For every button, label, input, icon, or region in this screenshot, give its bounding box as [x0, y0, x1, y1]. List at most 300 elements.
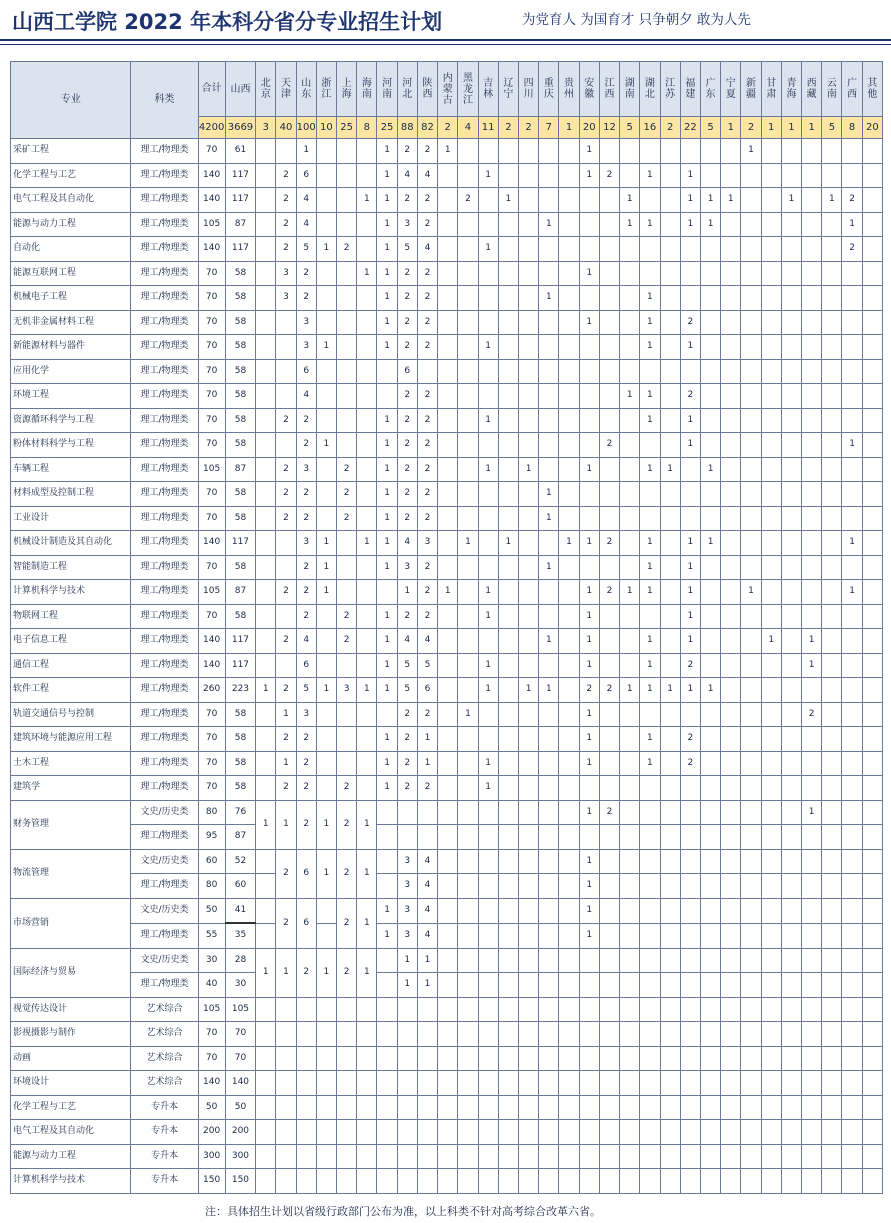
- column-header-province: 贵州: [559, 62, 579, 117]
- value-cell: [539, 531, 559, 556]
- value-cell: [276, 139, 296, 164]
- value-cell: 50: [198, 1095, 225, 1120]
- value-cell: 2: [296, 948, 316, 997]
- value-cell: 6: [296, 849, 316, 898]
- category-cell: 专升本: [131, 1169, 198, 1194]
- value-cell: [498, 923, 518, 948]
- value-cell: [599, 482, 619, 507]
- value-cell: [700, 506, 720, 531]
- value-cell: [559, 653, 579, 678]
- value-cell: [802, 555, 822, 580]
- value-cell: [438, 923, 458, 948]
- value-cell: [518, 702, 538, 727]
- value-cell: [741, 506, 761, 531]
- value-cell: [680, 923, 700, 948]
- value-cell: [700, 163, 720, 188]
- column-header-province: 福建: [680, 62, 700, 117]
- column-header-province: 辽宁: [498, 62, 518, 117]
- value-cell: [802, 825, 822, 850]
- value-cell: [337, 531, 357, 556]
- value-cell: [862, 163, 882, 188]
- value-cell: [660, 604, 680, 629]
- value-cell: [721, 531, 741, 556]
- value-cell: [781, 555, 801, 580]
- value-cell: [518, 1120, 538, 1145]
- value-cell: [822, 629, 842, 654]
- value-cell: 1: [741, 139, 761, 164]
- value-cell: [721, 898, 741, 923]
- value-cell: [458, 653, 478, 678]
- value-cell: [256, 751, 276, 776]
- value-cell: [822, 359, 842, 384]
- value-cell: 1: [377, 727, 397, 752]
- value-cell: [862, 629, 882, 654]
- value-cell: 2: [276, 482, 296, 507]
- value-cell: 1: [316, 580, 336, 605]
- value-cell: 1: [478, 776, 498, 801]
- value-cell: 1: [377, 604, 397, 629]
- value-cell: [700, 139, 720, 164]
- value-cell: [539, 825, 559, 850]
- value-cell: 58: [225, 482, 255, 507]
- value-cell: [337, 408, 357, 433]
- value-cell: [438, 776, 458, 801]
- value-cell: [518, 482, 538, 507]
- value-cell: 1: [377, 237, 397, 262]
- value-cell: [438, 948, 458, 973]
- value-cell: [822, 898, 842, 923]
- value-cell: [700, 433, 720, 458]
- value-cell: [781, 384, 801, 409]
- value-cell: [498, 849, 518, 874]
- value-cell: [357, 776, 377, 801]
- value-cell: [741, 604, 761, 629]
- value-cell: [256, 898, 276, 923]
- value-cell: 1: [478, 678, 498, 703]
- value-cell: [559, 800, 579, 825]
- value-cell: [822, 506, 842, 531]
- value-cell: [478, 1120, 498, 1145]
- value-cell: [276, 335, 296, 360]
- value-cell: 3: [397, 923, 417, 948]
- value-cell: [478, 1144, 498, 1169]
- header-row: [11, 62, 883, 117]
- value-cell: [316, 702, 336, 727]
- value-cell: [256, 702, 276, 727]
- value-cell: [357, 482, 377, 507]
- value-cell: 1: [316, 335, 336, 360]
- value-cell: 5: [296, 678, 316, 703]
- major-cell: 动画: [11, 1046, 131, 1071]
- value-cell: 2: [458, 188, 478, 213]
- value-cell: [599, 825, 619, 850]
- value-cell: [498, 1071, 518, 1096]
- value-cell: [660, 580, 680, 605]
- value-cell: [862, 800, 882, 825]
- value-cell: [438, 261, 458, 286]
- value-cell: [539, 310, 559, 335]
- value-cell: [761, 310, 781, 335]
- value-cell: [721, 825, 741, 850]
- value-cell: 140: [198, 629, 225, 654]
- value-cell: [620, 261, 640, 286]
- value-cell: [357, 1095, 377, 1120]
- value-cell: [458, 678, 478, 703]
- value-cell: 5: [397, 237, 417, 262]
- value-cell: 2: [276, 898, 296, 948]
- value-cell: 1: [357, 261, 377, 286]
- category-cell: 文史/历史类: [131, 898, 198, 923]
- value-cell: [559, 629, 579, 654]
- value-cell: [377, 997, 397, 1022]
- value-cell: [640, 506, 660, 531]
- value-cell: [599, 359, 619, 384]
- value-cell: [518, 776, 538, 801]
- value-cell: [458, 948, 478, 973]
- value-cell: [478, 1169, 498, 1194]
- value-cell: 2: [417, 286, 437, 311]
- value-cell: 4: [397, 629, 417, 654]
- value-cell: 4: [417, 849, 437, 874]
- value-cell: [458, 506, 478, 531]
- category-cell: 理工/物理类: [131, 310, 198, 335]
- value-cell: [862, 727, 882, 752]
- value-cell: [397, 800, 417, 825]
- value-cell: [640, 1022, 660, 1047]
- value-cell: [518, 580, 538, 605]
- value-cell: 1: [579, 727, 599, 752]
- value-cell: [539, 751, 559, 776]
- value-cell: [417, 1169, 437, 1194]
- value-cell: [721, 1169, 741, 1194]
- value-cell: [741, 923, 761, 948]
- value-cell: [357, 506, 377, 531]
- value-cell: 1: [377, 531, 397, 556]
- value-cell: 117: [225, 237, 255, 262]
- value-cell: 4: [417, 237, 437, 262]
- value-cell: 2: [680, 727, 700, 752]
- value-cell: 1: [620, 384, 640, 409]
- value-cell: [822, 261, 842, 286]
- value-cell: 1: [478, 163, 498, 188]
- category-cell: 艺术综合: [131, 1022, 198, 1047]
- value-cell: [599, 751, 619, 776]
- value-cell: [458, 384, 478, 409]
- value-cell: [458, 580, 478, 605]
- value-cell: [660, 629, 680, 654]
- value-cell: [700, 286, 720, 311]
- value-cell: [862, 457, 882, 482]
- table-row: [11, 973, 883, 998]
- value-cell: [741, 261, 761, 286]
- value-cell: [438, 653, 458, 678]
- value-cell: 4: [296, 212, 316, 237]
- value-cell: [660, 997, 680, 1022]
- value-cell: [599, 702, 619, 727]
- value-cell: [478, 1071, 498, 1096]
- value-cell: [660, 359, 680, 384]
- value-cell: 1: [357, 849, 377, 898]
- value-cell: [640, 948, 660, 973]
- value-cell: [700, 604, 720, 629]
- value-cell: [559, 702, 579, 727]
- value-cell: [700, 702, 720, 727]
- major-cell: 市场营销: [11, 898, 131, 948]
- value-cell: [680, 1144, 700, 1169]
- enrollment-plan-table: [10, 61, 883, 1194]
- value-cell: 117: [225, 188, 255, 213]
- value-cell: [599, 457, 619, 482]
- value-cell: [761, 188, 781, 213]
- value-cell: 70: [198, 702, 225, 727]
- value-cell: [559, 1169, 579, 1194]
- value-cell: 1: [397, 580, 417, 605]
- value-cell: [316, 653, 336, 678]
- value-cell: 5: [417, 653, 437, 678]
- value-cell: 2: [276, 849, 296, 898]
- value-cell: [741, 335, 761, 360]
- value-cell: 70: [198, 727, 225, 752]
- column-header-province: 陕西: [417, 62, 437, 117]
- value-cell: 70: [198, 310, 225, 335]
- value-cell: [458, 433, 478, 458]
- value-cell: [781, 359, 801, 384]
- value-cell: [458, 923, 478, 948]
- value-cell: [700, 653, 720, 678]
- value-cell: 2: [296, 286, 316, 311]
- value-cell: [660, 555, 680, 580]
- table-row: [11, 139, 883, 164]
- value-cell: [458, 898, 478, 923]
- value-cell: [256, 727, 276, 752]
- value-cell: [741, 727, 761, 752]
- value-cell: [620, 702, 640, 727]
- value-cell: [721, 727, 741, 752]
- value-cell: [498, 580, 518, 605]
- value-cell: [256, 261, 276, 286]
- value-cell: [498, 286, 518, 311]
- value-cell: [660, 531, 680, 556]
- value-cell: [518, 727, 538, 752]
- value-cell: [337, 261, 357, 286]
- value-cell: [559, 482, 579, 507]
- table-row: [11, 1120, 883, 1145]
- value-cell: 105: [198, 457, 225, 482]
- value-cell: [802, 482, 822, 507]
- column-header-province: 吉林: [478, 62, 498, 117]
- value-cell: 1: [539, 506, 559, 531]
- value-cell: [579, 482, 599, 507]
- column-header-province: 广西: [842, 62, 862, 117]
- value-cell: [761, 997, 781, 1022]
- value-cell: 70: [198, 506, 225, 531]
- value-cell: [458, 457, 478, 482]
- value-cell: [458, 335, 478, 360]
- value-cell: [478, 948, 498, 973]
- value-cell: [276, 531, 296, 556]
- value-cell: [518, 531, 538, 556]
- value-cell: [478, 286, 498, 311]
- value-cell: [518, 948, 538, 973]
- value-cell: [862, 139, 882, 164]
- value-cell: [357, 433, 377, 458]
- value-cell: [802, 776, 822, 801]
- value-cell: [660, 310, 680, 335]
- value-cell: [397, 825, 417, 850]
- table-row: [11, 359, 883, 384]
- value-cell: 70: [225, 1046, 255, 1071]
- value-cell: [741, 457, 761, 482]
- category-cell: 理工/物理类: [131, 237, 198, 262]
- value-cell: [721, 1022, 741, 1047]
- value-cell: [822, 237, 842, 262]
- value-cell: [802, 212, 822, 237]
- major-cell: 环境设计: [11, 1071, 131, 1096]
- value-cell: 1: [316, 555, 336, 580]
- value-cell: [377, 580, 397, 605]
- value-cell: 1: [397, 973, 417, 998]
- value-cell: [761, 555, 781, 580]
- value-cell: [337, 188, 357, 213]
- value-cell: 260: [198, 678, 225, 703]
- value-cell: 2: [599, 580, 619, 605]
- value-cell: [458, 629, 478, 654]
- value-cell: [721, 653, 741, 678]
- value-cell: 1: [559, 531, 579, 556]
- value-cell: [498, 261, 518, 286]
- value-cell: [862, 188, 882, 213]
- value-cell: 1: [498, 531, 518, 556]
- value-cell: [256, 1071, 276, 1096]
- value-cell: 105: [198, 997, 225, 1022]
- total-cell: 1: [781, 117, 801, 139]
- value-cell: [822, 604, 842, 629]
- column-header-province: 海南: [357, 62, 377, 117]
- major-cell: 应用化学: [11, 359, 131, 384]
- major-cell: 机械电子工程: [11, 286, 131, 311]
- value-cell: [539, 139, 559, 164]
- value-cell: [761, 506, 781, 531]
- value-cell: [862, 1095, 882, 1120]
- value-cell: [822, 580, 842, 605]
- value-cell: [741, 482, 761, 507]
- total-cell: 88: [397, 117, 417, 139]
- value-cell: [377, 384, 397, 409]
- value-cell: 1: [417, 973, 437, 998]
- value-cell: 1: [377, 751, 397, 776]
- value-cell: 87: [225, 825, 255, 850]
- value-cell: 70: [198, 286, 225, 311]
- major-cell: 电子信息工程: [11, 629, 131, 654]
- value-cell: [599, 261, 619, 286]
- value-cell: [660, 702, 680, 727]
- value-cell: [862, 874, 882, 899]
- value-cell: 1: [256, 800, 276, 849]
- value-cell: [802, 727, 822, 752]
- table-row: [11, 457, 883, 482]
- value-cell: 58: [225, 555, 255, 580]
- value-cell: [660, 335, 680, 360]
- value-cell: 2: [599, 433, 619, 458]
- value-cell: [377, 800, 397, 825]
- value-cell: [357, 1169, 377, 1194]
- value-cell: [256, 580, 276, 605]
- value-cell: [842, 1144, 862, 1169]
- value-cell: [640, 1046, 660, 1071]
- total-cell: 3669: [225, 117, 255, 139]
- value-cell: [478, 727, 498, 752]
- value-cell: [822, 1071, 842, 1096]
- value-cell: [700, 237, 720, 262]
- value-cell: [781, 973, 801, 998]
- value-cell: [620, 874, 640, 899]
- value-cell: [761, 1095, 781, 1120]
- value-cell: [438, 1169, 458, 1194]
- category-cell: 理工/物理类: [131, 261, 198, 286]
- value-cell: [559, 1022, 579, 1047]
- column-header-province: 重庆: [539, 62, 559, 117]
- value-cell: 76: [225, 800, 255, 825]
- value-cell: [741, 408, 761, 433]
- value-cell: 1: [579, 898, 599, 923]
- value-cell: [781, 825, 801, 850]
- value-cell: 2: [397, 482, 417, 507]
- value-cell: [802, 973, 822, 998]
- value-cell: 140: [198, 653, 225, 678]
- value-cell: [660, 973, 680, 998]
- value-cell: [438, 1071, 458, 1096]
- major-cell: 电气工程及其自动化: [11, 1120, 131, 1145]
- value-cell: 1: [721, 188, 741, 213]
- value-cell: 3: [397, 874, 417, 899]
- value-cell: [539, 849, 559, 874]
- value-cell: [842, 973, 862, 998]
- value-cell: 140: [198, 163, 225, 188]
- category-cell: 理工/物理类: [131, 408, 198, 433]
- value-cell: [620, 1046, 640, 1071]
- value-cell: 2: [397, 433, 417, 458]
- major-cell: 采矿工程: [11, 139, 131, 164]
- value-cell: [802, 359, 822, 384]
- value-cell: [357, 604, 377, 629]
- value-cell: [316, 1120, 336, 1145]
- value-cell: [559, 163, 579, 188]
- value-cell: [357, 751, 377, 776]
- table-row: [11, 335, 883, 360]
- value-cell: [842, 1095, 862, 1120]
- total-cell: 16: [640, 117, 660, 139]
- value-cell: 4: [417, 629, 437, 654]
- value-cell: 70: [198, 1022, 225, 1047]
- value-cell: [660, 800, 680, 825]
- value-cell: [640, 433, 660, 458]
- value-cell: [680, 825, 700, 850]
- value-cell: 1: [579, 604, 599, 629]
- value-cell: [660, 948, 680, 973]
- category-cell: 理工/物理类: [131, 506, 198, 531]
- value-cell: [498, 1169, 518, 1194]
- value-cell: [337, 433, 357, 458]
- value-cell: 70: [198, 139, 225, 164]
- value-cell: [478, 997, 498, 1022]
- value-cell: [640, 188, 660, 213]
- value-cell: [256, 604, 276, 629]
- value-cell: [741, 948, 761, 973]
- value-cell: 1: [579, 261, 599, 286]
- value-cell: [599, 1144, 619, 1169]
- value-cell: [397, 1120, 417, 1145]
- column-header-province: 云南: [822, 62, 842, 117]
